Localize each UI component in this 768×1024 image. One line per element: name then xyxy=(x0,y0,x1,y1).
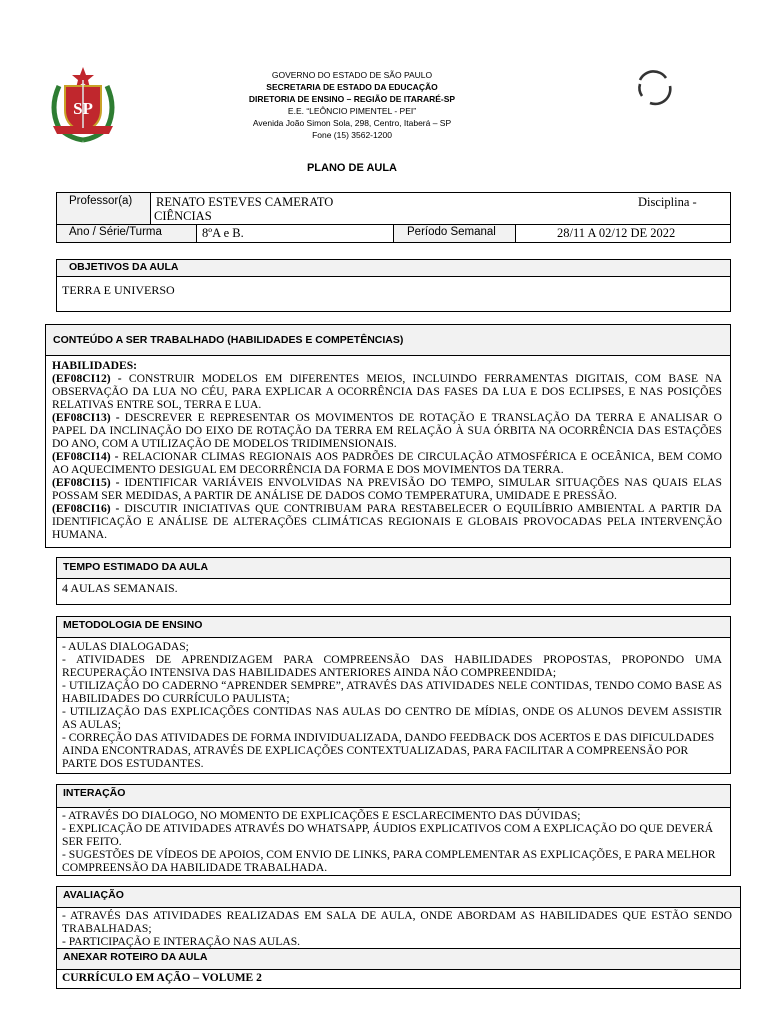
disciplina-value: CIÊNCIAS xyxy=(154,209,212,223)
avaliacao-header xyxy=(56,886,741,908)
info-col-divider-4 xyxy=(515,224,516,243)
periodo-value: 28/11 A 02/12 DE 2022 xyxy=(557,226,676,240)
metodologia-line: - AULAS DIALOGADAS; xyxy=(62,640,189,653)
header-line-4: E.E. “LEÔNCIO PIMENTEL - PEI” xyxy=(287,106,417,116)
periodo-label: Período Semanal xyxy=(407,226,496,238)
metodologia-line: - UTILIZAÇÃO DAS EXPLICAÇÕES CONTIDAS NAS AULAS DO CENTRO DE MÍDIAS, ONDE OS ALUNOS DEVEM ASSISTIR AS AULAS; xyxy=(62,705,722,731)
habilidade-text: DESCREVER E REPRESENTAR OS MOVIMENTOS DE ROTAÇÃO E TRANSLAÇÃO DA TERRA E ANALISAR O PAPEL DA INCLINAÇÃO DO EIXO DE ROTAÇÃO DA TERRA EM RELAÇÃO À SUA ÓRBITA NA OCORRÊNCIA DAS ESTAÇÕES DO ANO, COM A UTILIZAÇÃO DE MODELOS TRIDIMENSIONAIS. xyxy=(52,411,722,450)
tempo-text: 4 AULAS SEMANAIS. xyxy=(62,581,178,595)
habilidade-text: DISCUTIR INICIATIVAS QUE CONTRIBUAM PARA RESTABELECER O EQUILÍBRIO AMBIENTAL A PARTIR DA IDENTIFICAÇÃO E ANÁLISE DE ALTERAÇÕES CLIMÁTICAS REGIONAIS E GLOBAIS PROVOCADAS PELA INTERVENÇÃO HUMANA. xyxy=(52,502,722,541)
habilidade-item xyxy=(52,372,722,411)
metodologia-line: - CORREÇÃO DAS ATIVIDADES DE FORMA INDIVIDUALIZADA, DANDO FEEDBACK DOS ACERTOS E DAS DIFICULDADES AINDA ENCONTRADAS, ATRAVÉS DE EXPLICAÇÕES CONTEXTUALIZADAS, PARA FACILITAR A COMPREENSÃO POR PARTE DOS ESTUDANTES. xyxy=(62,731,715,770)
crest-text: SP xyxy=(73,99,93,118)
habilidade-text: IDENTIFICAR VARIÁVEIS ENVOLVIDAS NA PREVISÃO DO TEMPO, SIMULAR SITUAÇÕES NAS QUAIS ELAS POSSAM SER MEDIDAS, A PARTIR DE ANÁLISE DE DADOS COMO TEMPERATURA, UMIDADE E PRESSÃO. xyxy=(52,476,722,502)
conteudo-title: CONTEÚDO A SER TRABALHADO (HABILIDADES E COMPETÊNCIAS) xyxy=(53,334,404,346)
professor-label: Professor(a) xyxy=(69,195,133,207)
professor-value: RENATO ESTEVES CAMERATO xyxy=(156,195,334,209)
header-line-1: GOVERNO DO ESTADO DE SÃO PAULO xyxy=(271,70,433,80)
header-line-5: Avenida João Simon Sola, 298, Centro, Itaberá – SP xyxy=(252,118,452,128)
metodologia-text xyxy=(62,640,722,770)
header-line-2: SECRETARIA DE ESTADO DA EDUCAÇÃO xyxy=(266,82,438,92)
objetivos-title: OBJETIVOS DA AULA xyxy=(69,261,179,273)
objetivos-text: TERRA E UNIVERSO xyxy=(62,283,175,297)
disciplina-label: Disciplina - xyxy=(638,195,697,209)
habilidade-item xyxy=(52,411,722,450)
ano-label: Ano / Série/Turma xyxy=(69,226,162,238)
interacao-line: - ATRAVÉS DO DIALOGO, NO MOMENTO DE EXPLICAÇÕES E ESCLARECIMENTO DAS DÚVIDAS; xyxy=(62,809,581,822)
habilidade-text: RELACIONAR CLIMAS REGIONAIS AOS PADRÕES DE CIRCULAÇÃO ATMOSFÉRICA E OCEÂNICA, BEM COMO AO AQUECIMENTO DESIGUAL EM DECORRÊNCIA DA FORMA E DOS MOVIMENTOS DA TERRA. xyxy=(52,450,722,476)
metodologia-line: - ATIVIDADES DE APRENDIZAGEM PARA COMPREENSÃO DAS HABILIDADES PROPOSTAS, PROPONDO UMA RECUPERAÇÃO INTENSIVA DAS HABILIDADES ANTERIORES AINDA NÃO COMPREENDIDA; xyxy=(62,653,722,679)
habilidade-code: (EF08CI12) - xyxy=(52,372,122,385)
habilidade-code: (EF08CI13) - xyxy=(52,411,120,424)
header-line-3: DIRETORIA DE ENSINO – REGIÃO DE ITARARÉ-SP xyxy=(248,94,456,104)
tempo-title: TEMPO ESTIMADO DA AULA xyxy=(63,561,209,573)
habilidade-item xyxy=(52,476,722,502)
metodologia-line: - UTILIZAÇÃO DO CADERNO “APRENDER SEMPRE”, ATRAVÉS DAS ATIVIDADES NELE CONTIDAS, TENDO COMO BASE AS HABILIDADES DO CURRÍCULO PAULISTA; xyxy=(62,679,722,705)
avaliacao-text xyxy=(62,909,732,948)
habilidade-code: (EF08CI14) - xyxy=(52,450,119,463)
habilidade-item xyxy=(52,502,722,541)
habilidades-label: HABILIDADES: xyxy=(52,359,138,372)
interacao-title: INTERAÇÃO xyxy=(63,787,126,799)
avaliacao-title: AVALIAÇÃO xyxy=(63,889,124,901)
metodologia-title: METODOLOGIA DE ENSINO xyxy=(63,619,203,631)
interacao-line: - SUGESTÕES DE VÍDEOS DE APOIOS, COM ENVIO DE LINKS, PARA COMPLEMENTAR AS EXPLICAÇÕES, E PARA MELHOR COMPREENSÃO DA HABILIDADE TRABALHADA. xyxy=(62,848,716,874)
avaliacao-line: - ATRAVÉS DAS ATIVIDADES REALIZADAS EM SALA DE AULA, ONDE ABORDAM AS HABILIDADES QUE ESTÃO SENDO TRABALHADAS; xyxy=(62,909,732,935)
page-title: PLANO DE AULA xyxy=(306,162,398,174)
conteudo-text xyxy=(52,359,722,541)
info-col-divider-2 xyxy=(196,224,197,243)
anexar-text: CURRÍCULO EM AÇÃO – VOLUME 2 xyxy=(62,972,262,984)
interacao-line: - EXPLICAÇÃO DE ATIVIDADES ATRAVÉS DO WHATSAPP, ÁUDIOS EXPLICATIVOS COM A EXPLICAÇÃO DO QUE DEVERÁ SER FEITO. xyxy=(62,822,714,848)
header-line-6: Fone (15) 3562-1200 xyxy=(312,130,392,140)
ano-value: 8ºA e B. xyxy=(202,226,244,240)
anexar-title: ANEXAR ROTEIRO DA AULA xyxy=(63,951,208,963)
avaliacao-line: - PARTICIPAÇÃO E INTERAÇÃO NAS AULAS. xyxy=(62,935,301,948)
habilidade-code: (EF08CI16) - xyxy=(52,502,120,515)
habilidade-item xyxy=(52,450,722,476)
habilidade-text: CONSTRUIR MODELOS EM DIFERENTES MEIOS, INCLUINDO FERRAMENTAS DIGITAIS, COM BASE NA OBSERVAÇÃO DA LUA NO CÉU, PARA EXPLICAR A OCORRÊNCIA DAS FASES DA LUA E DOS ECLIPSES, E NAS POSIÇÕES RELATIVAS ENTRE SOL, TERRA E LUA. xyxy=(52,372,722,411)
interacao-text xyxy=(62,809,722,874)
habilidade-code: (EF08CI15) - xyxy=(52,476,120,489)
interacao-header xyxy=(56,784,731,808)
